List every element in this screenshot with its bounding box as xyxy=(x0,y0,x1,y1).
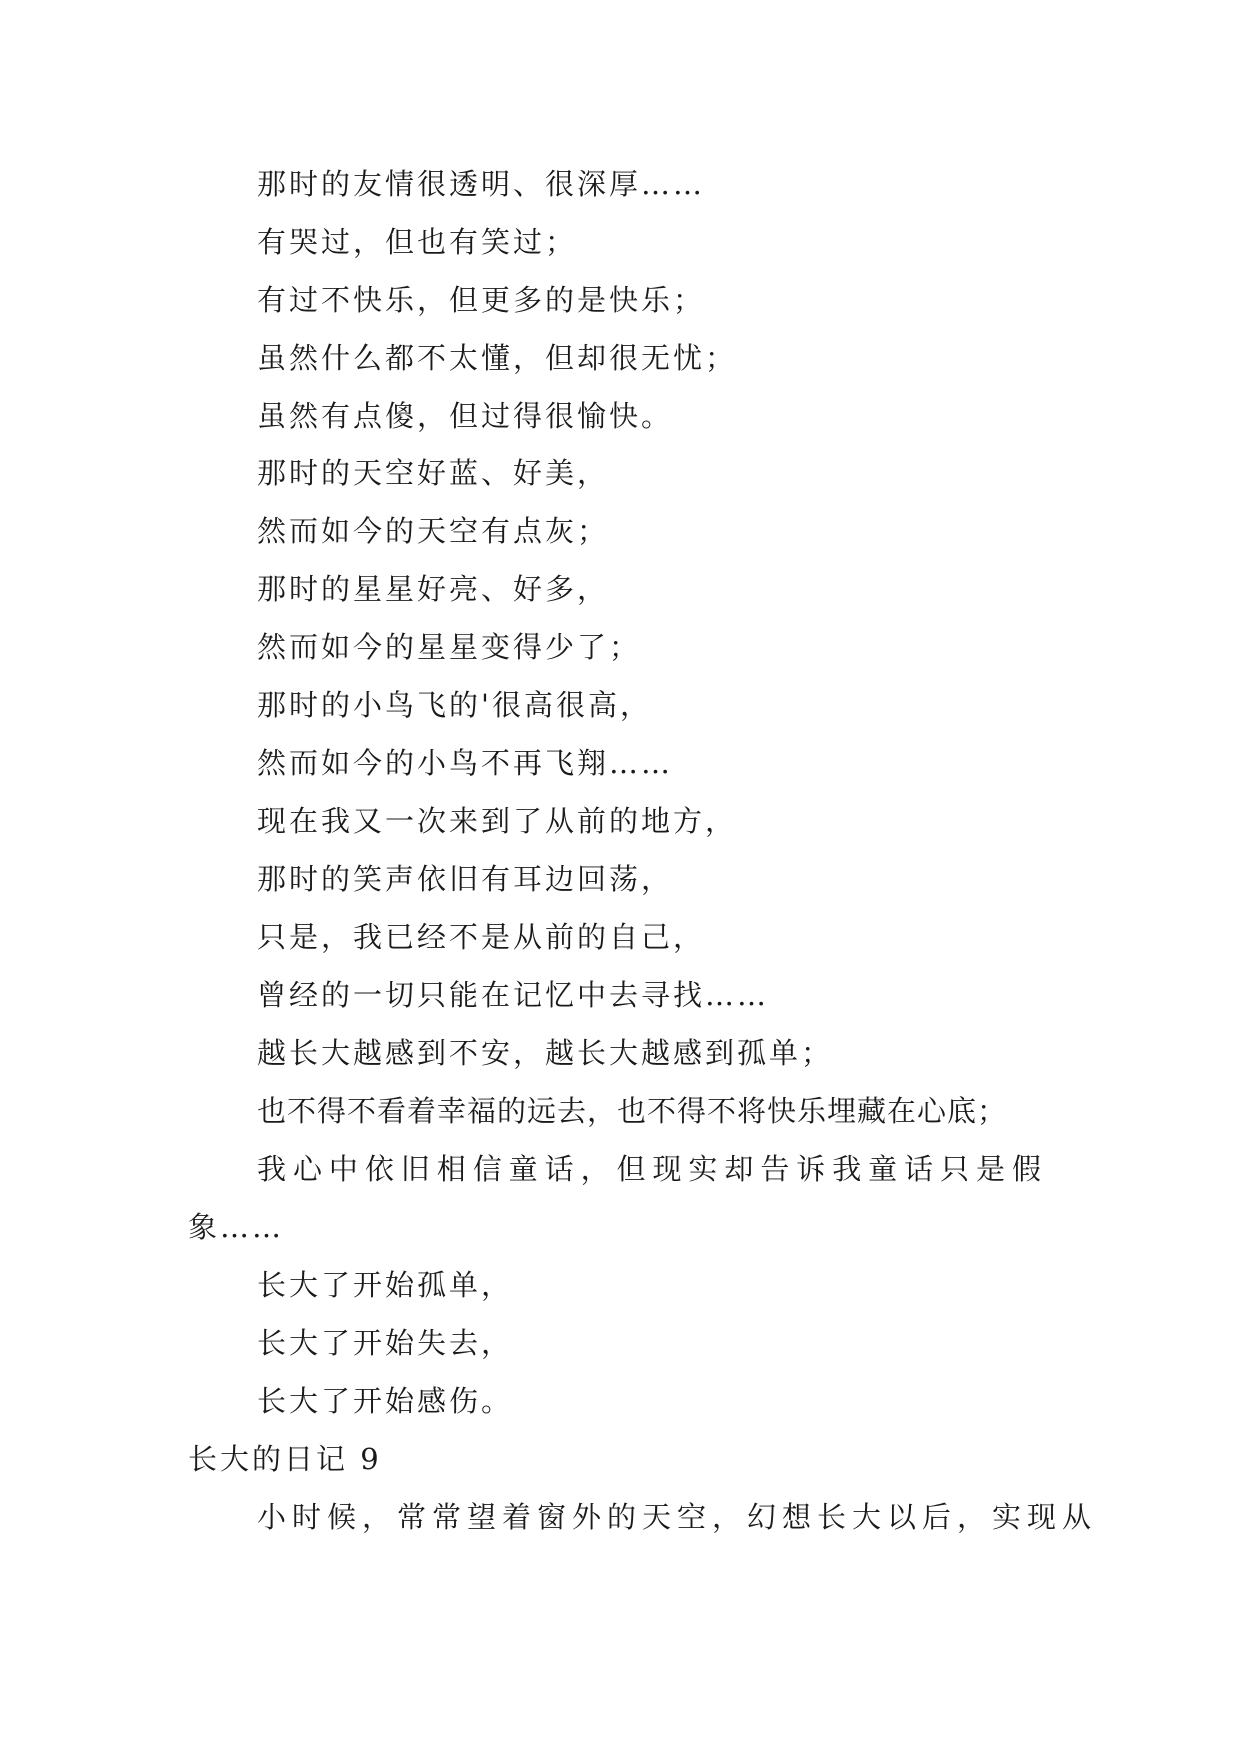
poem-line: 然而如今的星星变得少了； xyxy=(257,630,642,664)
wrapped-paragraph-line: 象…… xyxy=(188,1210,285,1244)
poem-line: 有哭过，但也有笑过； xyxy=(257,225,578,259)
poem-line: 越长大越感到不安，越长大越感到孤单； xyxy=(257,1036,834,1070)
poem-line: 虽然有点傻，但过得很愉快。 xyxy=(257,399,674,433)
poem-line: 那时的小鸟飞的'很高很高， xyxy=(257,688,652,722)
poem-line: 那时的笑声依旧有耳边回荡， xyxy=(257,862,674,896)
poem-line: 那时的友情很透明、很深厚…… xyxy=(257,167,706,201)
poem-line: 那时的天空好蓝、好美， xyxy=(257,456,610,490)
poem-line: 也不得不看着幸福的远去，也不得不将快乐埋藏在心底； xyxy=(257,1094,1008,1128)
poem-line: 虽然什么都不太懂，但却很无忧； xyxy=(257,341,738,375)
poem-line: 然而如今的小鸟不再飞翔…… xyxy=(257,746,674,780)
poem-line: 长大了开始感伤。 xyxy=(257,1384,514,1418)
poem-line: 然而如今的天空有点灰； xyxy=(257,514,610,548)
paragraph-line: 小时候，常常望着窗外的天空，幻想长大以后，实现从 xyxy=(257,1500,1098,1534)
poem-line: 现在我又一次来到了从前的地方， xyxy=(257,804,738,838)
poem-line: 长大了开始失去， xyxy=(257,1326,514,1360)
poem-line: 只是，我已经不是从前的自己， xyxy=(257,920,706,954)
poem-line: 那时的星星好亮、好多， xyxy=(257,572,610,606)
poem-line: 有过不快乐，但更多的是快乐； xyxy=(257,283,706,317)
wrapped-paragraph-line: 我心中依旧相信童话，但现实却告诉我童话只是假 xyxy=(257,1152,1047,1186)
poem-line: 曾经的一切只能在记忆中去寻找…… xyxy=(257,978,770,1012)
poem-line: 长大了开始孤单， xyxy=(257,1268,514,1302)
section-title: 长大的日记 9 xyxy=(188,1442,382,1476)
